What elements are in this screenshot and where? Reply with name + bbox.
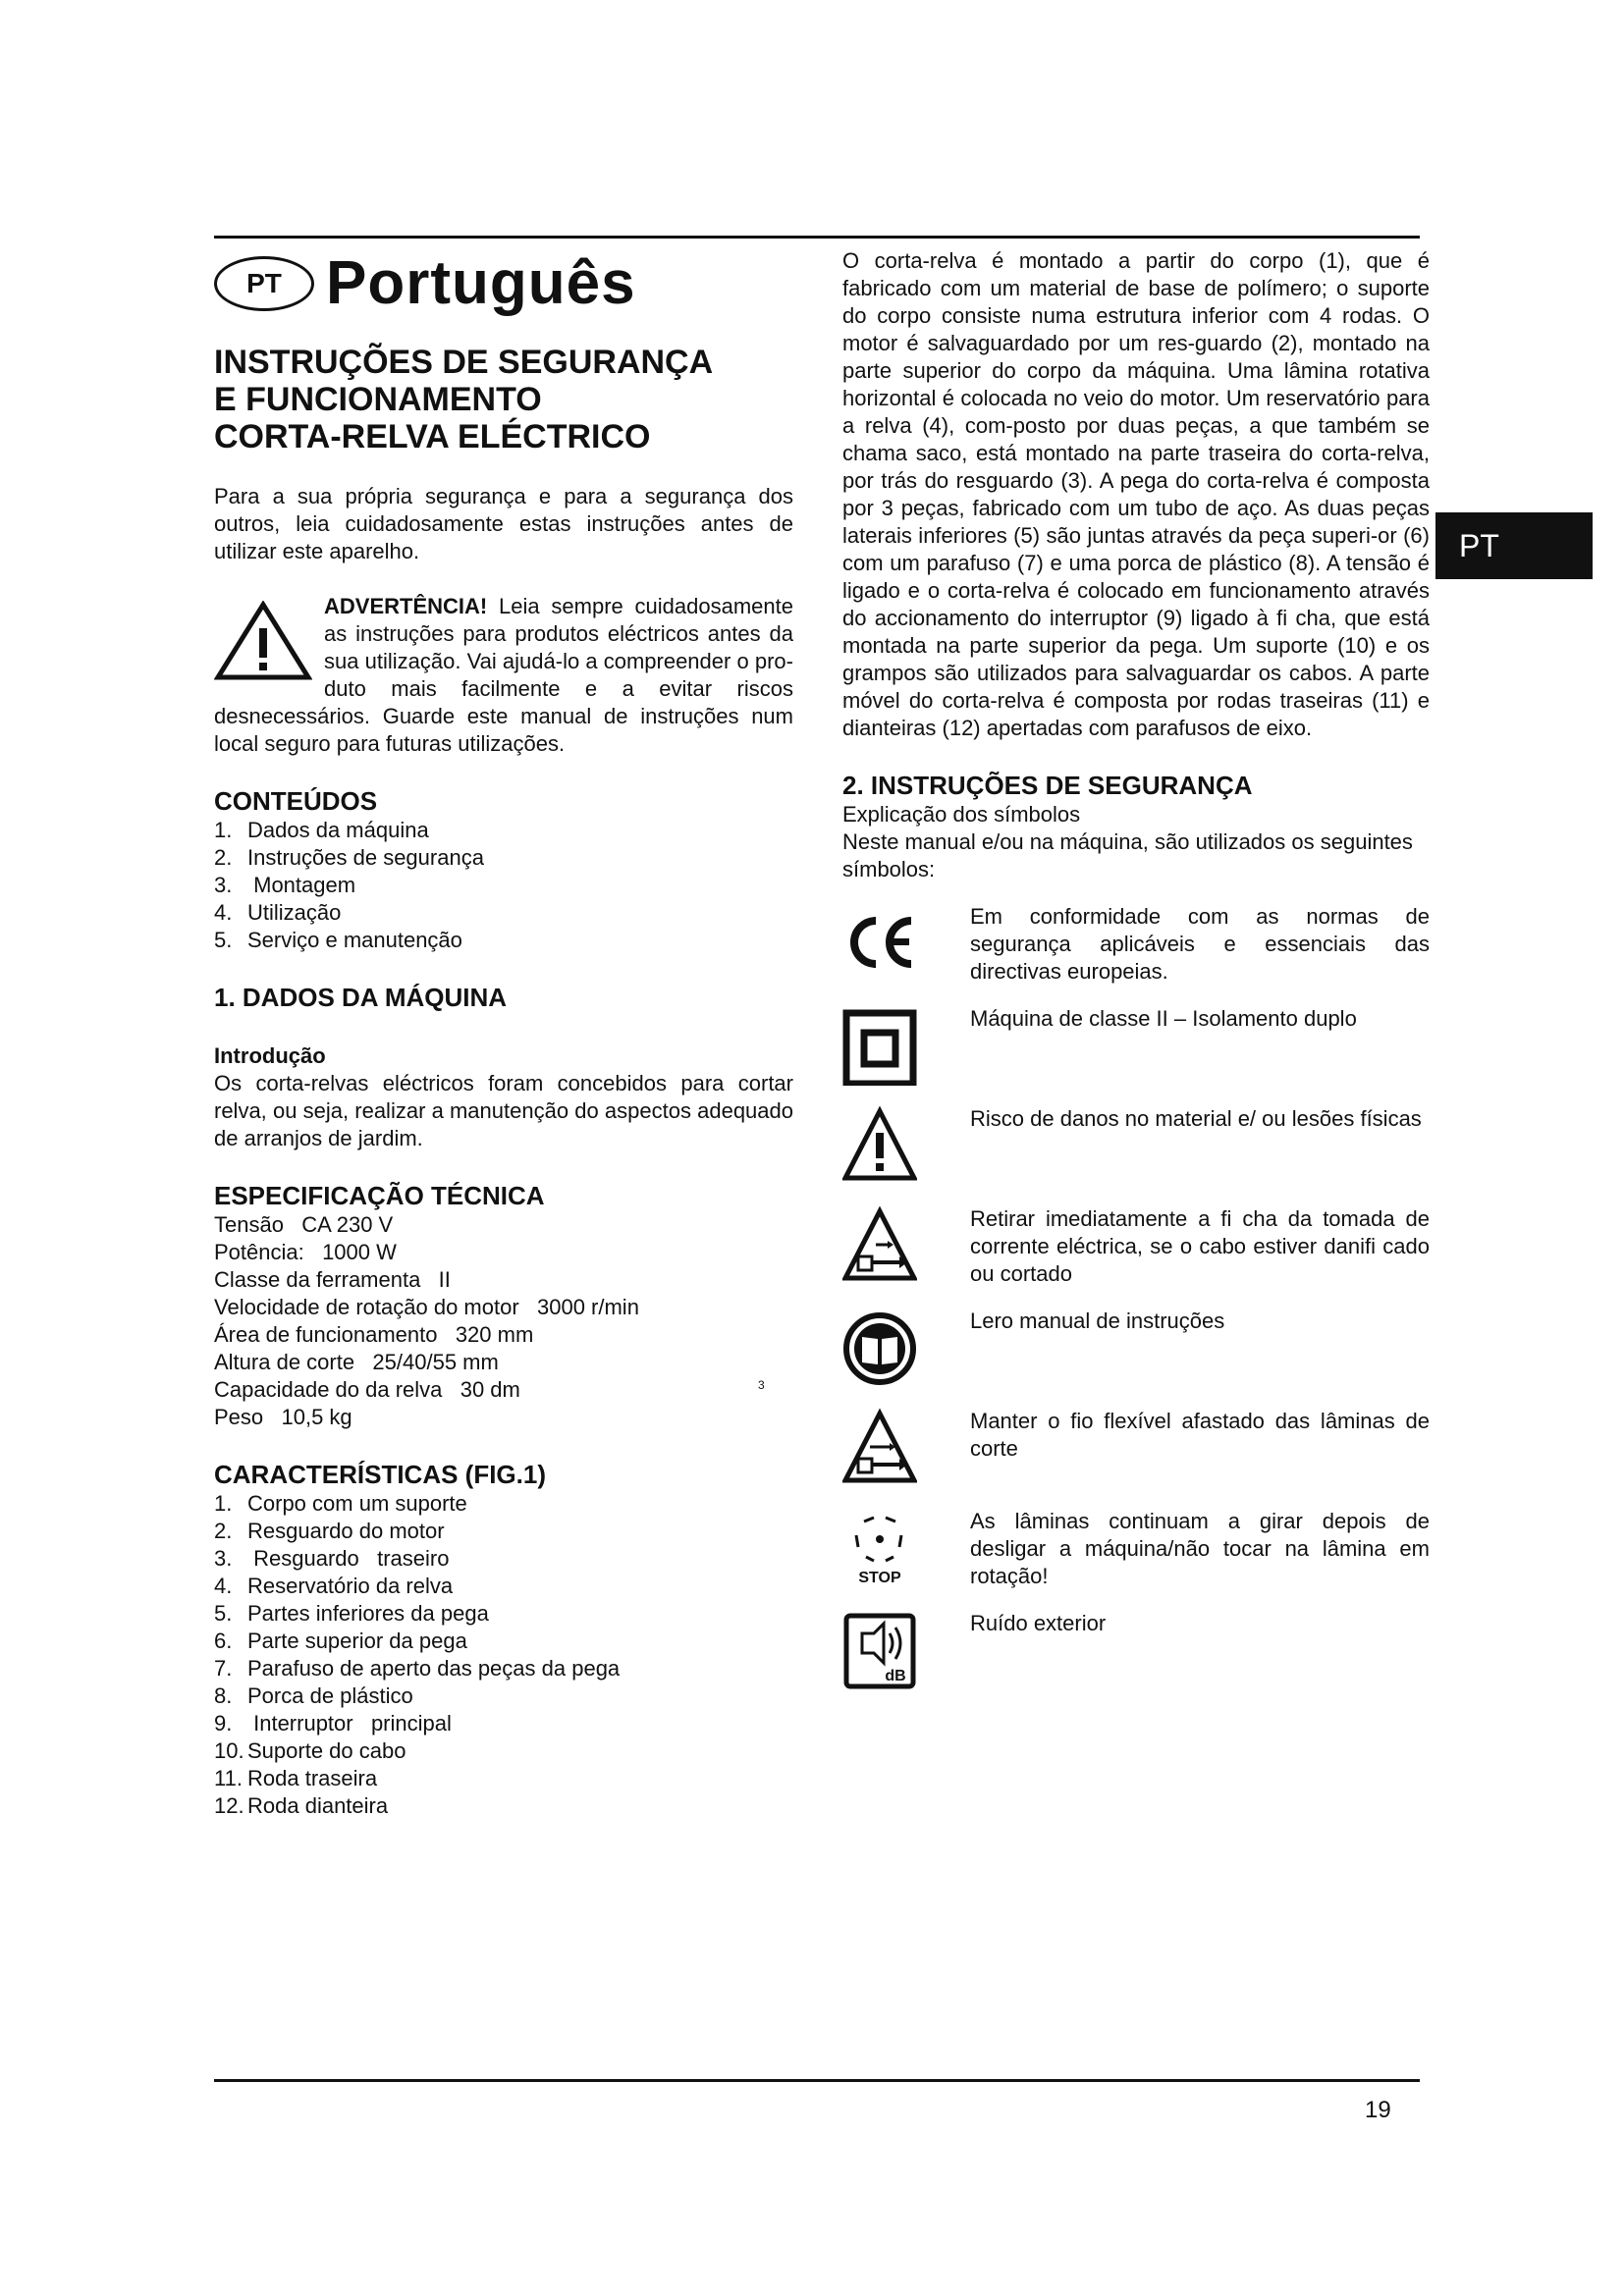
language-header	[214, 249, 793, 317]
list-item: 3. Resguardo traseiro	[214, 1546, 450, 1571]
read-manual-icon	[842, 1308, 917, 1388]
spec-line: Peso 10,5 kg	[214, 1405, 352, 1429]
symbol-row	[842, 1408, 1430, 1488]
list-item: 3. Montagem	[214, 873, 356, 897]
page-number: 19	[1365, 2097, 1391, 2123]
list-item: 6. Parte superior da pega	[214, 1629, 467, 1653]
cable-blades-warning-icon	[842, 1408, 917, 1488]
introduction-heading: Introdução	[214, 1043, 326, 1068]
list-item: 2. Resguardo do motor	[214, 1519, 445, 1543]
machine-data-heading: 1. DADOS DA MÁQUINA	[214, 983, 508, 1012]
list-item: 12. Roda dianteira	[214, 1793, 389, 1818]
contents-list	[214, 817, 793, 954]
list-item: 9. Interruptor principal	[214, 1711, 452, 1735]
warning-triangle-icon	[842, 1105, 917, 1186]
symbols-list	[842, 903, 1430, 1690]
contents-section	[214, 785, 793, 954]
left-column	[214, 247, 793, 1820]
contents-heading: CONTEÚDOS	[214, 786, 378, 816]
description-paragraph: O corta-relva é montado a partir do corpo (1), que é fabricado com um material de base de polímero; o suporte do corpo consiste numa estrutura inferior com 4 rodas. O motor é salvaguardado por um res-guardo (2), montado na parte superior do corpo da máquina. Uma lâmina rotativa horizontal é colocada no veio do motor. Um reservatório para a relva (4), com-posto por duas peças, a que também se chama saco, está montado na parte traseira do corta-relva, por trás do resguardo (3). A pega do corta-relva é composta por 3 peças, fabricado com um tubo de aço. As duas peças laterais inferiores (5) são juntas através da peça superi-or (6) com um parafuso (7) e uma porca de plástico (8). A tensão é ligado e o corta-relva é colocado em funcionamento através do accionamento do interruptor (9) ligado à fi cha, que está montada na parte superior da pega. Um suporte (10) e os grampos são utilizados para salvaguardar os cabos. A parte móvel do corta-relva é composta por rodas traseiras (11) e dianteiras (12) apertadas com parafusos de eixo.	[842, 248, 1430, 740]
technical-spec-heading: ESPECIFICAÇÃO TÉCNICA	[214, 1181, 545, 1210]
rotating-blades-stop-icon	[842, 1508, 917, 1588]
symbol-row	[842, 1610, 1430, 1690]
right-column	[842, 247, 1430, 1690]
symbol-text: Em conformidade com as normas de segurança aplicáveis e essenciais das directivas europeias.	[970, 904, 1430, 984]
warning-label: ADVERTÊNCIA!	[324, 594, 488, 618]
db-label: dB	[885, 1668, 906, 1684]
spec-line: Potência: 1000 W	[214, 1240, 397, 1264]
features-list	[214, 1490, 793, 1820]
warning-text: Leia sempre cuidadosamente as instruções para produtos eléctricos antes da sua utilização. Vai ajudá-lo a compreender o pro-duto mais facilmente e a evitar riscos desnecessários. Guarde este manual de instruções num local seguro para futuras utilizações.	[214, 594, 793, 756]
list-item: 7. Parafuso de aperto das peças da pega	[214, 1656, 621, 1681]
double-insulation-icon	[842, 1005, 917, 1086]
features-section	[214, 1459, 793, 1820]
noise-level-icon	[842, 1610, 917, 1690]
introduction-text: Os corta-relvas eléctricos foram concebidos para cortar relva, ou seja, realizar a manutenção do aspectos adequado de arranjos de jardim.	[214, 1071, 793, 1150]
language-title: Português	[326, 249, 636, 317]
symbol-row	[842, 1205, 1430, 1288]
symbol-text: Ruído exterior	[970, 1611, 1107, 1635]
symbols-intro: Neste manual e/ou na máquina, são utilizados os seguintes símbolos:	[842, 829, 1413, 881]
language-side-tab: PT	[1435, 512, 1593, 579]
symbol-text: Máquina de classe II – Isolamento duplo	[970, 1006, 1357, 1031]
stop-label: STOP	[858, 1570, 901, 1586]
list-item: 4. Utilização	[214, 900, 342, 925]
symbol-text: Retirar imediatamente a fi cha da tomada de corrente eléctrica, se o cabo estiver danifi cado ou cortado	[970, 1206, 1430, 1286]
symbols-explanation: Explicação dos símbolos	[842, 802, 1081, 827]
list-item: 4. Reservatório da relva	[214, 1574, 454, 1598]
machine-data-section	[214, 982, 793, 1152]
warning-triangle-icon	[214, 601, 312, 681]
symbol-row	[842, 903, 1430, 986]
unplug-warning-icon	[842, 1205, 917, 1286]
symbol-row	[842, 1005, 1430, 1086]
ce-mark-icon	[842, 903, 917, 984]
spec-line: Classe da ferramenta II	[214, 1267, 451, 1292]
spec-line: Altura de corte 25/40/55 mm	[214, 1350, 499, 1374]
document-title-line: INSTRUÇÕES DE SEGURANÇA	[214, 344, 714, 381]
symbol-row	[842, 1105, 1430, 1186]
document-title-line: CORTA-RELVA ELÉCTRICO	[214, 418, 651, 455]
list-item: 11. Roda traseira	[214, 1766, 378, 1790]
symbol-text: Lero manual de instruções	[970, 1308, 1225, 1333]
safety-heading: 2. INSTRUÇÕES DE SEGURANÇA	[842, 771, 1253, 800]
technical-spec-section	[214, 1180, 793, 1431]
document-title-line: E FUNCIONAMENTO	[214, 381, 542, 418]
spec-line: Velocidade de rotação do motor 3000 r/min	[214, 1295, 639, 1319]
list-item: 1. Dados da máquina	[214, 818, 429, 842]
list-item: 1. Corpo com um suporte	[214, 1491, 467, 1516]
spec-superscript: 3	[758, 1378, 765, 1392]
safety-section	[842, 770, 1430, 883]
list-item: 8. Porca de plástico	[214, 1683, 413, 1708]
language-code-badge: PT	[214, 256, 314, 311]
list-item: 5. Partes inferiores da pega	[214, 1601, 489, 1626]
bottom-rule	[214, 2079, 1420, 2082]
top-rule	[214, 236, 1420, 239]
list-item: 10. Suporte do cabo	[214, 1738, 406, 1763]
document-title	[214, 344, 793, 455]
symbol-row	[842, 1308, 1430, 1388]
intro-paragraph: Para a sua própria segurança e para a segurança dos outros, leia cuidadosamente estas instruções antes de utilizar este aparelho.	[214, 484, 793, 563]
symbol-text: Risco de danos no material e/ ou lesões físicas	[970, 1106, 1422, 1131]
features-heading: CARACTERÍSTICAS (FIG.1)	[214, 1460, 546, 1489]
symbol-text: Manter o fio flexível afastado das lâminas de corte	[970, 1409, 1430, 1461]
spec-line: Tensão CA 230 V	[214, 1212, 394, 1237]
list-item: 2. Instruções de segurança	[214, 845, 484, 870]
spec-line: Capacidade do da relva 30 dm	[214, 1377, 520, 1402]
symbol-row	[842, 1508, 1430, 1590]
spec-line: Área de funcionamento 320 mm	[214, 1322, 534, 1347]
symbol-text: As lâminas continuam a girar depois de desligar a máquina/não tocar na lâmina em rotação!	[970, 1509, 1430, 1588]
list-item: 5. Serviço e manutenção	[214, 928, 462, 952]
warning-block	[214, 593, 793, 758]
